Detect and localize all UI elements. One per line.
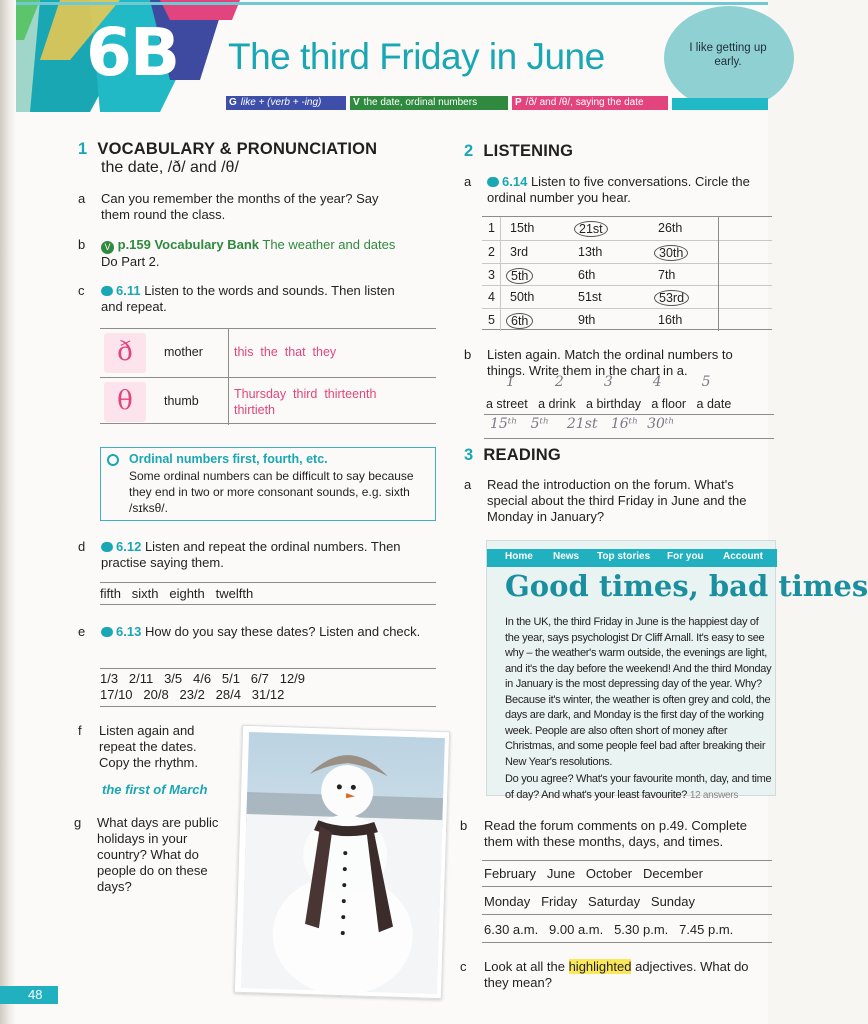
pron-row — [100, 329, 436, 377]
exercise-3c-highlight: highlighted — [568, 959, 632, 974]
audio-track[interactable]: 6.14 — [502, 174, 528, 189]
section-title: LISTENING — [483, 142, 574, 160]
exercise-3c — [484, 959, 772, 991]
divider — [100, 668, 436, 669]
strip-extension — [672, 98, 768, 110]
months-list: February June October December — [484, 866, 703, 881]
tip-title: Ordinal numbers first, fourth, etc. — [129, 452, 328, 466]
page-number: 48 — [0, 986, 58, 1004]
grammar-tag-text: I like getting up early. — [689, 42, 767, 68]
exercise-1e-text: How do you say these dates? Listen and check. — [144, 624, 421, 639]
exercise-1c — [101, 283, 411, 315]
exercise-1f: Listen again and repeat the dates. Copy the rhythm. — [99, 723, 198, 770]
exercise-3a: Read the introduction on the forum. What's special about the third Friday in June and the Monday in January? — [487, 477, 747, 524]
page-title: The third Friday in June — [228, 36, 605, 77]
exercise-label: e — [78, 624, 86, 639]
web-paragraph-2: Do you agree? What's your favourite month, day, and time of day? And what's your least favourite? — [505, 773, 772, 801]
divider — [100, 604, 436, 605]
exercise-1b-text: Do Part 2. — [101, 254, 160, 269]
divider — [482, 886, 772, 887]
section-number: 2 — [464, 142, 474, 160]
divider — [100, 582, 436, 583]
rhythm-example: the first of March — [102, 782, 208, 797]
table-cell: 9th — [578, 313, 596, 328]
exercise-label: f — [78, 723, 82, 738]
ordinal-table — [482, 216, 772, 330]
table-cell: 50th — [510, 290, 535, 305]
exercise-label: g — [74, 815, 82, 830]
sound-symbol-icon: ð — [104, 333, 146, 373]
audio-track[interactable]: 6.11 — [116, 283, 141, 298]
exercise-2a — [487, 174, 777, 206]
web-article — [505, 615, 775, 803]
nav-top-stories[interactable]: Top stories — [597, 551, 651, 562]
handwritten-numbers: 12345 — [506, 374, 751, 390]
divider — [484, 438, 774, 439]
strip-key: G — [229, 97, 237, 108]
divider — [484, 414, 774, 415]
audio-icon[interactable] — [101, 627, 113, 637]
exercise-label: d — [78, 539, 86, 554]
exercise-3b: Read the forum comments on p.49. Complete them with these months, days, and times. — [484, 818, 748, 849]
strip-key: V — [353, 97, 360, 108]
table-cell-circled: 30th — [654, 245, 688, 261]
table-cell: 7th — [658, 267, 676, 282]
exercise-label: b — [460, 818, 468, 833]
table-cell-circled: 21st — [574, 221, 608, 237]
exercise-1d — [101, 539, 421, 571]
grammar-tag-circle — [664, 6, 794, 110]
forum-webpage — [486, 540, 868, 801]
nav-news[interactable]: News — [553, 551, 580, 562]
strip-grammar — [226, 96, 346, 110]
exercise-2a-text: Listen to five conversations. Circle the ordinal number you hear. — [487, 174, 750, 205]
table-cell: 3 — [488, 267, 495, 282]
table-row — [482, 263, 772, 286]
table-cell: 2 — [488, 244, 495, 259]
table-cell: 4 — [488, 290, 495, 305]
strip-text: the date, ordinal numbers — [363, 97, 478, 108]
nav-home[interactable]: Home — [505, 551, 533, 562]
table-row — [482, 285, 772, 308]
table-cell: 51st — [578, 290, 602, 305]
table-cell: 26th — [658, 221, 683, 235]
section-2-heading — [464, 142, 573, 161]
exercise-label: a — [464, 477, 472, 492]
pron-words: Thursday third thirteenth thirtieth — [234, 387, 384, 417]
exercise-1b — [101, 237, 441, 270]
vocab-bank-title: The weather and dates — [262, 237, 396, 252]
web-paragraph-1: In the UK, the third Friday in June is the happiest day of the year, says psychologist Dr Cliff Arnall. It's easy to see why – the weather's warm outside, the evenings are light, and it's the day before the weekend! And the third Monday in January is the most depressing day of the year. Why? Because it's winter, the weather is often grey and cold, the days are dark, and Monday is the first day of the working week. People are also often short of money after Christmas, and some people feel bad after breaking their New Year's resolutions. — [505, 616, 772, 768]
exercise-1g: What days are public holidays in your country? What do people do on these days? — [97, 815, 219, 894]
snowman-photo — [234, 725, 450, 999]
tip-text: Some ordinal numbers can be difficult to say because they end in two or more consonant sounds, e.g. sixth /sɪksθ/. — [129, 469, 414, 515]
divider — [482, 860, 772, 861]
answers-count[interactable]: 12 answers — [689, 789, 739, 801]
exercise-3c-pre: Look at all the — [484, 959, 565, 974]
table-cell: 16th — [658, 313, 683, 328]
page-spine — [0, 0, 16, 1024]
sound-symbol-icon: θ — [104, 382, 146, 422]
tip-box — [100, 447, 436, 521]
exercise-1a: Can you remember the months of the year? Say them round the class. — [101, 191, 379, 222]
strip-pronunciation — [512, 96, 668, 110]
table-cell-circled: 53rd — [654, 290, 689, 306]
table-cell-circled: 5th — [506, 268, 533, 284]
ordinal-words: fifth sixth eighth twelfth — [100, 586, 254, 601]
pron-words: this the that they — [234, 345, 337, 359]
divider — [482, 942, 772, 943]
exercise-3c-post: adjectives. What do they mean? — [484, 959, 749, 990]
table-cell: 5 — [488, 313, 495, 328]
vocab-bank-icon: V — [101, 241, 114, 254]
exercise-2b: Listen again. Match the ordinal numbers to things. Write them in the chart in a. — [487, 347, 733, 378]
table-row — [482, 217, 772, 240]
table-cell: 6th — [578, 267, 596, 282]
section-title: READING — [483, 446, 561, 464]
handwritten-answers: 15ᵗʰ 5ᵗʰ 21st 16ᵗʰ 30ᵗʰ — [490, 416, 675, 432]
nav-for-you[interactable]: For you — [667, 551, 704, 562]
audio-icon[interactable] — [101, 286, 113, 296]
unit-number: 6B — [86, 14, 179, 91]
divider — [482, 914, 772, 915]
nav-account[interactable]: Account — [723, 551, 763, 562]
pron-row — [100, 377, 436, 425]
exercise-label: b — [78, 237, 86, 252]
audio-track[interactable]: 6.13 — [116, 624, 142, 639]
exercise-1e — [101, 624, 421, 640]
table-row — [482, 308, 772, 331]
exercise-1c-text: Listen to the words and sounds. Then listen and repeat. — [101, 283, 395, 314]
table-row — [482, 240, 772, 263]
exercise-label: a — [464, 174, 472, 189]
table-cell-circled: 6th — [506, 313, 533, 329]
strip-text: /ð/ and /θ/, saying the date — [525, 97, 644, 108]
dates-row-2: 17/10 20/8 23/2 28/4 31/12 — [100, 687, 285, 702]
vocab-bank-ref[interactable]: p.159 Vocabulary Bank — [117, 237, 259, 252]
key-word: thumb — [164, 394, 199, 408]
audio-icon[interactable] — [101, 542, 113, 552]
exercise-label: c — [460, 959, 467, 974]
key-word: mother — [164, 345, 203, 359]
web-title: Good times, bad times — [505, 569, 868, 603]
section-1-heading — [78, 140, 377, 159]
divider — [100, 706, 436, 707]
section-number: 3 — [464, 446, 474, 464]
section-3-heading — [464, 446, 561, 465]
web-navbar — [487, 549, 777, 567]
exercise-label: b — [464, 347, 472, 362]
days-list: Monday Friday Saturday Sunday — [484, 894, 695, 909]
exercise-label: a — [78, 191, 86, 206]
table-cell: 13th — [578, 244, 603, 259]
section-number: 1 — [78, 140, 88, 158]
section-1-subtitle: the date, /ð/ and /θ/ — [101, 159, 239, 176]
search-icon — [107, 454, 119, 466]
table-cell: 3rd — [510, 244, 529, 259]
section-title: VOCABULARY & PRONUNCIATION — [97, 140, 378, 158]
times-list: 6.30 a.m. 9.00 a.m. 5.30 p.m. 7.45 p.m. — [484, 922, 734, 937]
strip-vocabulary — [350, 96, 508, 110]
exercise-1d-text: Listen and repeat the ordinal numbers. Then practise saying them. — [101, 539, 401, 570]
things-list: a street a drink a birthday a floor a date — [486, 397, 732, 411]
strip-text: like + (verb + -ing) — [240, 97, 322, 108]
strip-key: P — [515, 97, 522, 108]
pronunciation-table — [100, 328, 436, 424]
table-cell: 15th — [510, 221, 535, 235]
exercise-label: c — [78, 283, 85, 298]
dates-row-1: 1/3 2/11 3/5 4/6 5/1 6/7 12/9 — [100, 671, 306, 686]
audio-icon[interactable] — [487, 177, 499, 187]
table-cell: 1 — [488, 221, 495, 235]
audio-track[interactable]: 6.12 — [116, 539, 142, 554]
